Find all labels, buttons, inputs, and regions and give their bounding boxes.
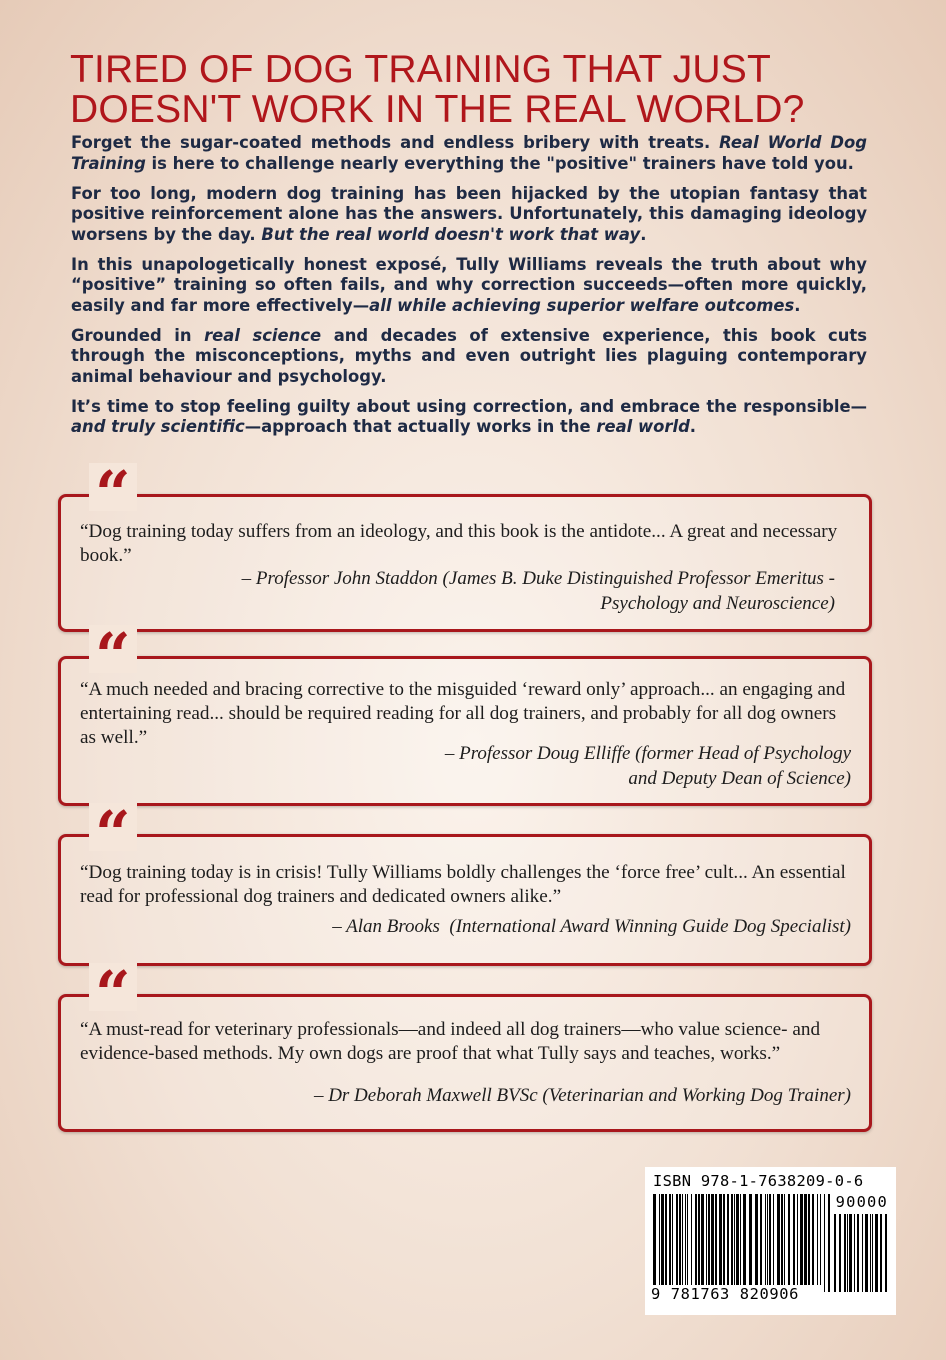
barcode-bar [760,1194,762,1292]
headline: TIRED OF DOG TRAINING THAT JUST DOESN'T WORK IN THE REAL WORLD? [70,48,805,131]
body-text-run: is here to challenge nearly everything the "positive" trainers have told you. [145,153,854,173]
barcode-bar [797,1194,798,1292]
barcode-bar [687,1194,688,1292]
quote-mark-icon: “ [89,963,137,1011]
barcode-bar [755,1194,758,1292]
barcode-bar [857,1214,859,1292]
barcode-bar [767,1194,768,1292]
quote-mark-icon: “ [89,625,137,673]
testimonial-quote: “Dog training today suffers from an ideology, and this book is the antidote... A great and necessary book.” [80,521,838,566]
barcode-bar [849,1214,852,1292]
barcode-bar [804,1194,807,1292]
barcode-bar [865,1214,868,1292]
emphasis-text: But the real world doesn't work that way [261,224,641,244]
quote-mark-icon: “ [89,463,137,511]
testimonial-quote: “A much needed and bracing corrective to the misguided ‘reward only’ approach... an engaging and entertaining read... should be required reading for all dog trainers, and probably for all dog owners as well.” [80,679,846,748]
barcode-addon-bars [834,1214,890,1292]
barcode-bar [682,1194,683,1292]
barcode-bar [820,1194,821,1292]
barcode-bar [784,1194,785,1292]
testimonial-attribution: – Alan Brooks (International Award Winning Guide Dog Specialist) [332,916,851,937]
barcode-bar [665,1194,667,1292]
isbn-barcode [645,1167,896,1315]
barcode-bar [715,1194,717,1292]
barcode-bar [669,1194,671,1292]
barcode-bar [834,1214,836,1292]
barcode-bar [734,1194,735,1292]
barcode-bar [847,1214,848,1292]
barcode-bar [743,1194,746,1292]
blurb-paragraph [71,255,867,317]
barcode-bar [872,1214,873,1292]
barcode-main-bars [653,1194,831,1292]
blurb [71,133,867,447]
blurb-paragraph [71,397,867,438]
barcode-bar [824,1194,825,1292]
barcode-bar [777,1194,780,1292]
blurb-paragraph [71,326,867,388]
barcode-bar [672,1194,673,1292]
barcode-bar [870,1214,871,1292]
barcode-addon-digits: 90000 [835,1193,888,1211]
body-text-run: . [640,224,647,244]
barcode-bar [676,1194,678,1292]
barcode-bar [711,1194,714,1292]
isbn-label: ISBN 978-1-7638209-0-6 [653,1172,864,1190]
body-text-run: Forget the sugar-coated methods and endless bribery with treats. [71,133,720,152]
barcode-bar [653,1194,656,1292]
barcode-bar [862,1214,863,1292]
testimonial-quote: “A must-read for veterinary professionals—and indeed all dog trainers—who value science- and evidence-based methods. My own dogs are proof that what Tully says and teaches, works.” [80,1019,821,1064]
barcode-bar [875,1214,878,1292]
barcode-bar [723,1194,725,1292]
testimonial-attribution: – Professor John Staddon (James B. Duke Distinguished Professor Emeritus - [241,568,835,589]
barcode-bar [765,1194,766,1292]
barcode-bar [769,1194,771,1292]
barcode-bar [661,1194,664,1292]
barcode-bar [698,1194,700,1292]
blurb-paragraph [71,133,867,174]
testimonial-box [58,463,872,632]
testimonial-attribution: and Deputy Dean of Science) [628,768,851,789]
body-text-run: It’s time to stop feeling guilty about using correction, and embrace the responsible— [71,396,867,416]
body-text-run: For too long, modern dog training has been hijacked by the utopian fantasy that positive reinforcement alone has the answers. Unfortunately, this damaging ideology worsens by the day. [71,183,867,244]
barcode-bar [695,1194,697,1292]
barcode-bar [727,1194,729,1292]
barcode-bar [708,1194,710,1292]
barcode-bar [817,1194,818,1292]
barcode-bar [659,1194,660,1292]
barcode-bar [691,1194,692,1292]
testimonial-box [58,803,872,966]
blurb-paragraph [71,184,867,246]
barcode-bar [812,1194,814,1292]
barcode-bar [736,1194,739,1292]
barcode-bar [740,1194,741,1292]
body-text-run: . [689,417,697,436]
testimonial-quote: “Dog training today is in crisis! Tully Williams boldly challenges the ‘force free’ cult... An essential read for professional dog trainers and dedicated owners alike.” [80,862,846,907]
emphasis-text: and truly scientific [71,417,245,436]
barcode-bar [731,1194,733,1292]
emphasis-text: all while achieving superior welfare outcomes [369,295,795,315]
testimonial-attribution: Psychology and Neuroscience) [600,593,835,614]
body-text-run: —approach that actually works in the [244,417,597,436]
barcode-bar [844,1214,846,1292]
quote-mark-icon: “ [89,803,137,851]
barcode-bar [679,1194,681,1292]
barcode-ean-digits: 9 781763 820906 [651,1285,821,1303]
barcode-bar [773,1194,774,1292]
emphasis-text: Real World Dog Training [71,133,867,173]
testimonial-box [58,963,872,1132]
barcode-bar [808,1194,810,1292]
barcode-bar [854,1214,855,1292]
body-text-run: . [794,295,801,315]
body-text-run: Grounded in [71,325,205,345]
barcode-bar [749,1194,752,1292]
barcode-bar [685,1194,686,1292]
emphasis-text: real world [596,417,690,436]
barcode-bar [828,1194,830,1292]
barcode-bar [788,1194,790,1292]
testimonial-attribution: – Professor Doug Elliffe (former Head of Psychology [444,743,851,764]
body-text-run: In this unapologetically honest exposé, Tully Williams reveals the truth about why “positive” training so often fails, and why correction succeeds—often more quickly, easily and far more effectively— [71,254,867,315]
barcode-bar [719,1194,722,1292]
testimonial-attribution: – Dr Deborah Maxwell BVSc (Veterinarian and Working Dog Trainer) [313,1085,851,1106]
testimonial-box [58,625,872,806]
barcode-bar [885,1214,887,1292]
barcode-bar [706,1194,707,1292]
barcode-bar [800,1194,803,1292]
barcode-bar [793,1194,795,1292]
barcode-bar [781,1194,783,1292]
barcode-bar [880,1214,882,1292]
barcode-bar [701,1194,704,1292]
barcode-bar [839,1214,841,1292]
body-text-run: and decades of extensive experience, this book cuts through the misconceptions, myths and even outright lies plaguing contemporary animal behaviour and psychology. [71,325,868,386]
emphasis-text: real science [204,325,322,345]
